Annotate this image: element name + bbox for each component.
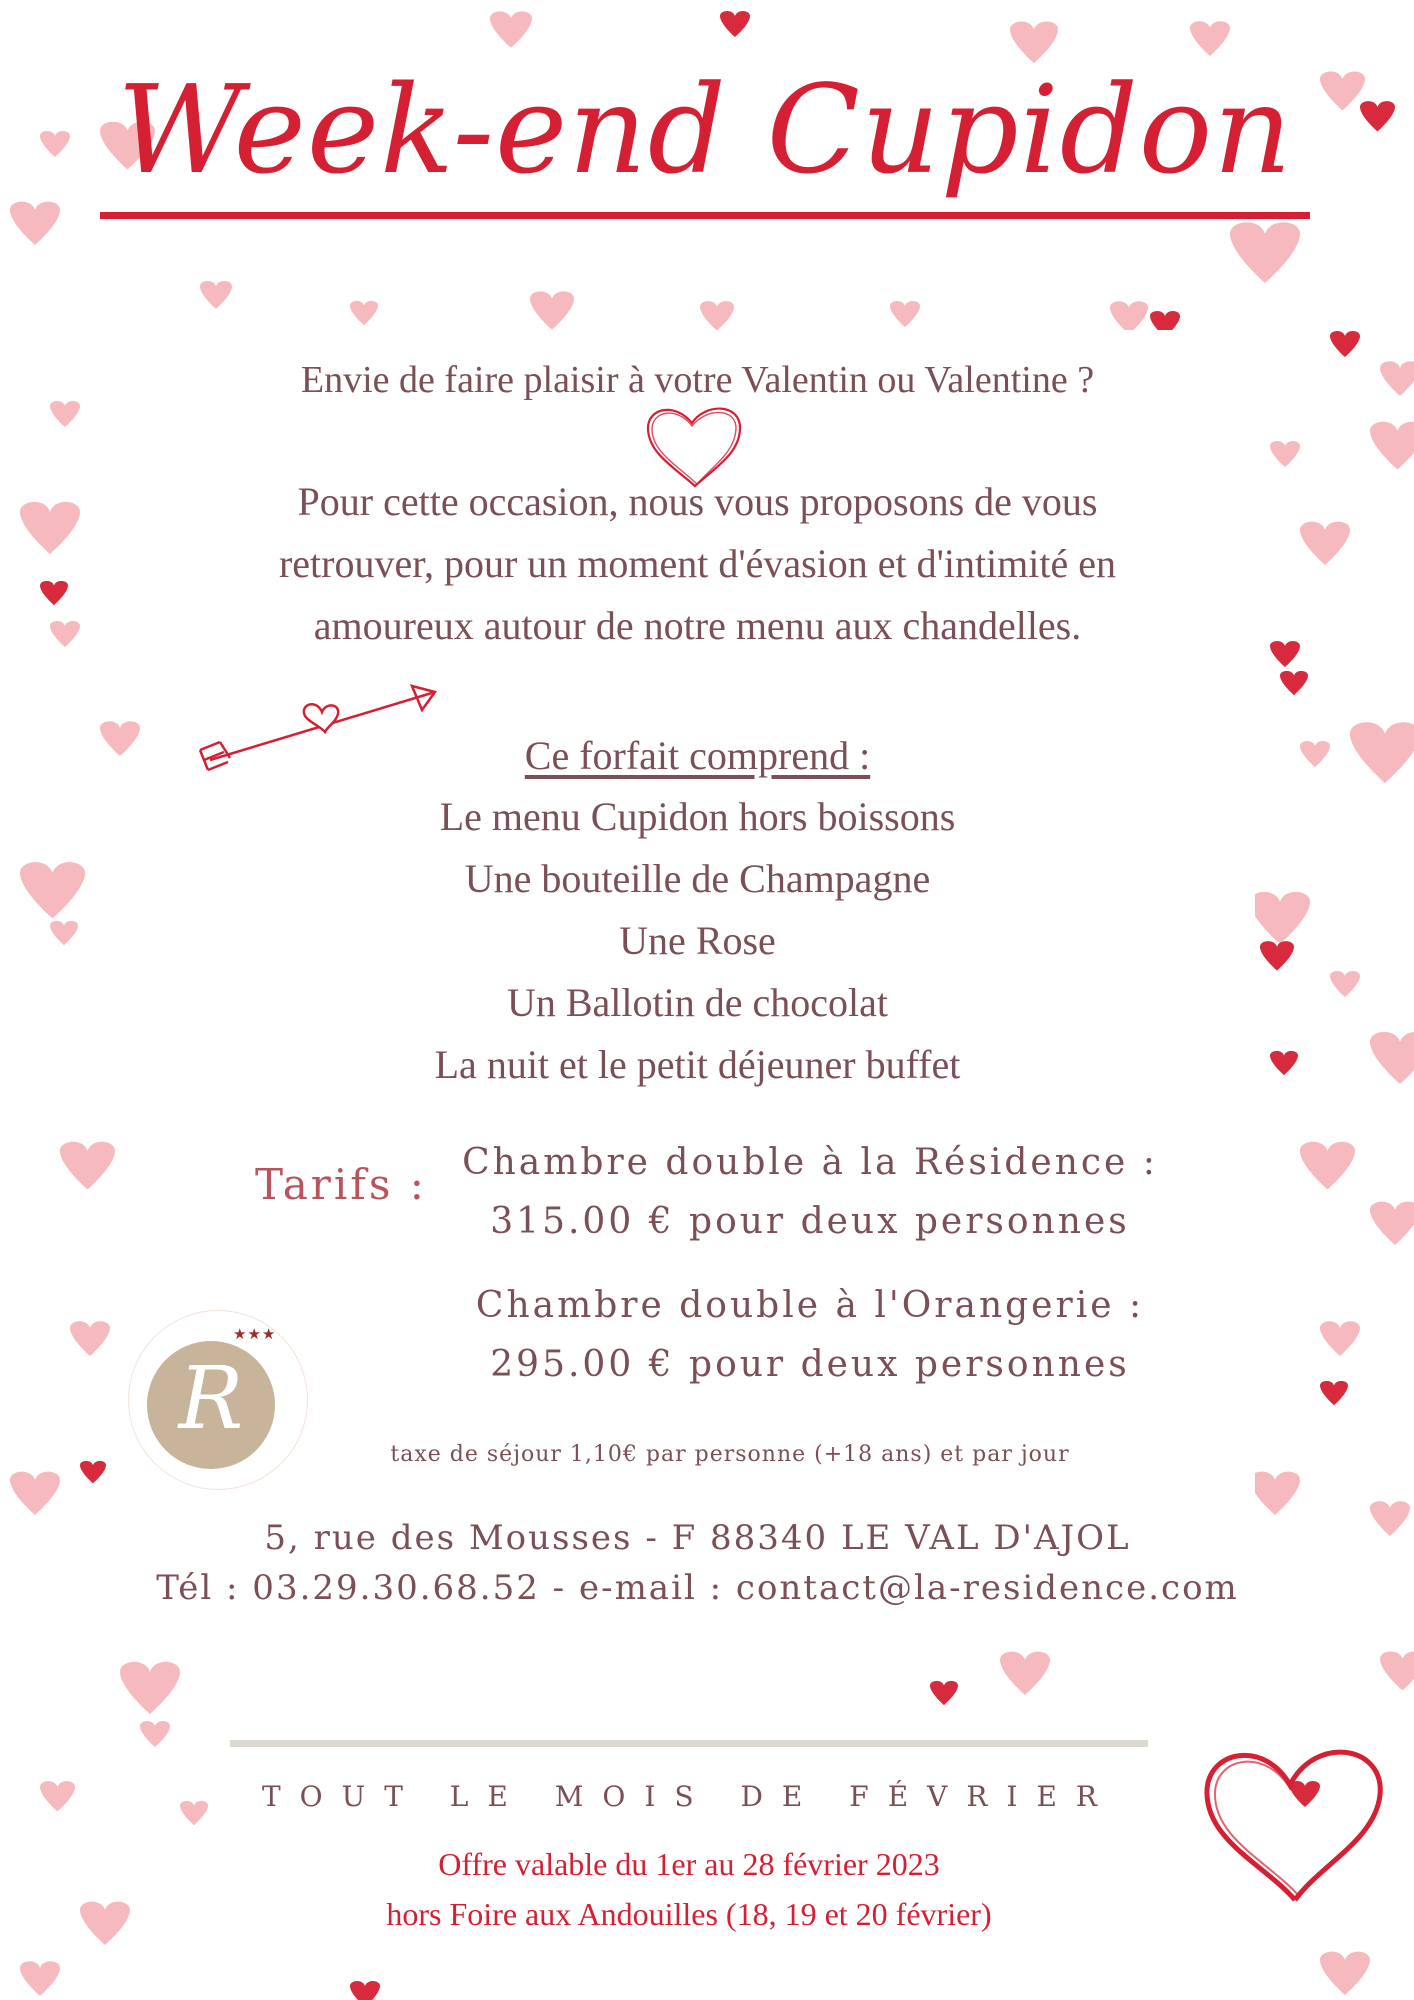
package-item: Une bouteille de Champagne [464, 856, 931, 901]
orangerie-room: Chambre double à l'Orangerie : [475, 1285, 1145, 1326]
decorative-heart [1350, 722, 1414, 783]
decorative-heart [50, 621, 80, 647]
decorative-heart [20, 862, 85, 918]
decorative-heart [20, 502, 80, 554]
decorative-heart [70, 1321, 110, 1356]
package-item: Un Ballotin de chocolat [506, 980, 888, 1025]
phone-email: Tél : 03.29.30.68.52 - e-mail : contact@la-residence.com [156, 1568, 1239, 1608]
footer-divider [230, 1740, 1148, 1747]
decorative-heart [1370, 422, 1414, 470]
intro-line-1: Pour cette occasion, nous vous proposons de vous [297, 479, 1098, 524]
decorative-heart [720, 11, 750, 37]
decorative-heart [1250, 892, 1310, 944]
decorative-heart [1320, 1381, 1348, 1405]
decorative-heart [1380, 1651, 1414, 1690]
decorative-heart [1190, 21, 1230, 56]
decorative-heart [1370, 1032, 1414, 1084]
decorative-heart [1300, 741, 1330, 767]
decorative-heart [10, 1472, 60, 1515]
decorative-heart [200, 281, 232, 309]
logo-stars: ★★★ [233, 1325, 277, 1343]
decorative-heart [1330, 971, 1360, 997]
package-item: La nuit et le petit déjeuner buffet [434, 1042, 961, 1087]
decorative-heart [1250, 1472, 1300, 1515]
intro-line-2: retrouver, pour un moment d'évasion et d'intimité en [278, 541, 1117, 586]
decorative-heart [1370, 1202, 1414, 1245]
outline-heart-icon [1195, 1730, 1395, 1910]
decorative-heart [1270, 1051, 1298, 1075]
decorative-heart [930, 1681, 958, 1705]
decorative-heart [1000, 1652, 1050, 1695]
decorative-heart [1320, 71, 1365, 110]
decorative-heart [140, 1721, 170, 1747]
decorative-heart [180, 1801, 208, 1825]
decorative-heart [50, 401, 80, 427]
decorative-heart [80, 1461, 106, 1484]
page-title: Week-end Cupidon [117, 59, 1293, 201]
decorative-heart [40, 581, 68, 605]
decorative-heart [1300, 1142, 1355, 1190]
decorative-heart [700, 301, 734, 331]
hotel-logo [128, 1310, 308, 1490]
decorative-heart [80, 1902, 130, 1945]
decorative-heart [10, 202, 60, 245]
decorative-heart [1270, 441, 1300, 467]
decorative-heart [490, 11, 532, 47]
decorative-heart [1330, 331, 1360, 357]
offer-exception: hors Foire aux Andouilles (18, 19 et 20 février) [386, 1896, 992, 1932]
address: 5, rue des Mousses - F 88340 LE VAL D'AJOL [264, 1518, 1131, 1558]
package-item: Une Rose [619, 918, 776, 963]
decorative-heart [1280, 671, 1308, 695]
tarifs-label: Tarifs : [255, 1160, 427, 1209]
offer-validity: Offre valable du 1er au 28 février 2023 [438, 1846, 940, 1882]
residence-room: Chambre double à la Résidence : [462, 1142, 1158, 1183]
decorative-heart [100, 721, 140, 756]
residence-price: 315.00 € pour deux personnes [490, 1201, 1130, 1242]
decorative-heart [1270, 641, 1300, 667]
decorative-heart [1230, 222, 1300, 283]
decorative-heart [60, 1142, 115, 1190]
decorative-heart [1380, 361, 1414, 396]
decorative-heart [1370, 1501, 1410, 1536]
decorative-heart [20, 1961, 60, 1996]
decorative-heart [40, 1781, 75, 1811]
decorative-heart [890, 301, 920, 327]
decorative-heart [40, 131, 70, 157]
tax-note: taxe de séjour 1,10€ par personne (+18 ans) et par jour [390, 1442, 1070, 1467]
decorative-heart [120, 1662, 180, 1714]
footer-month: TOUT LE MOIS DE FÉVRIER [261, 1780, 1117, 1813]
decorative-heart [50, 921, 78, 945]
decorative-heart [1260, 941, 1294, 971]
package-item: Le menu Cupidon hors boissons [439, 794, 956, 839]
logo-letter: R [178, 1349, 244, 1449]
intro-question: Envie de faire plaisir à votre Valentin ou Valentine ? [300, 359, 1095, 401]
intro-line-3: amoureux autour de notre menu aux chandelles. [313, 603, 1082, 648]
decorative-heart [530, 291, 574, 329]
decorative-heart [1320, 1952, 1370, 1995]
orangerie-price: 295.00 € pour deux personnes [490, 1344, 1130, 1385]
decorative-heart [1320, 1321, 1360, 1356]
decorative-heart [350, 1981, 380, 2000]
title-underline [100, 212, 1310, 219]
decorative-heart [350, 301, 378, 325]
decorative-heart [1360, 101, 1395, 131]
package-heading: Ce forfait comprend : [524, 733, 871, 778]
decorative-heart [1300, 522, 1350, 565]
